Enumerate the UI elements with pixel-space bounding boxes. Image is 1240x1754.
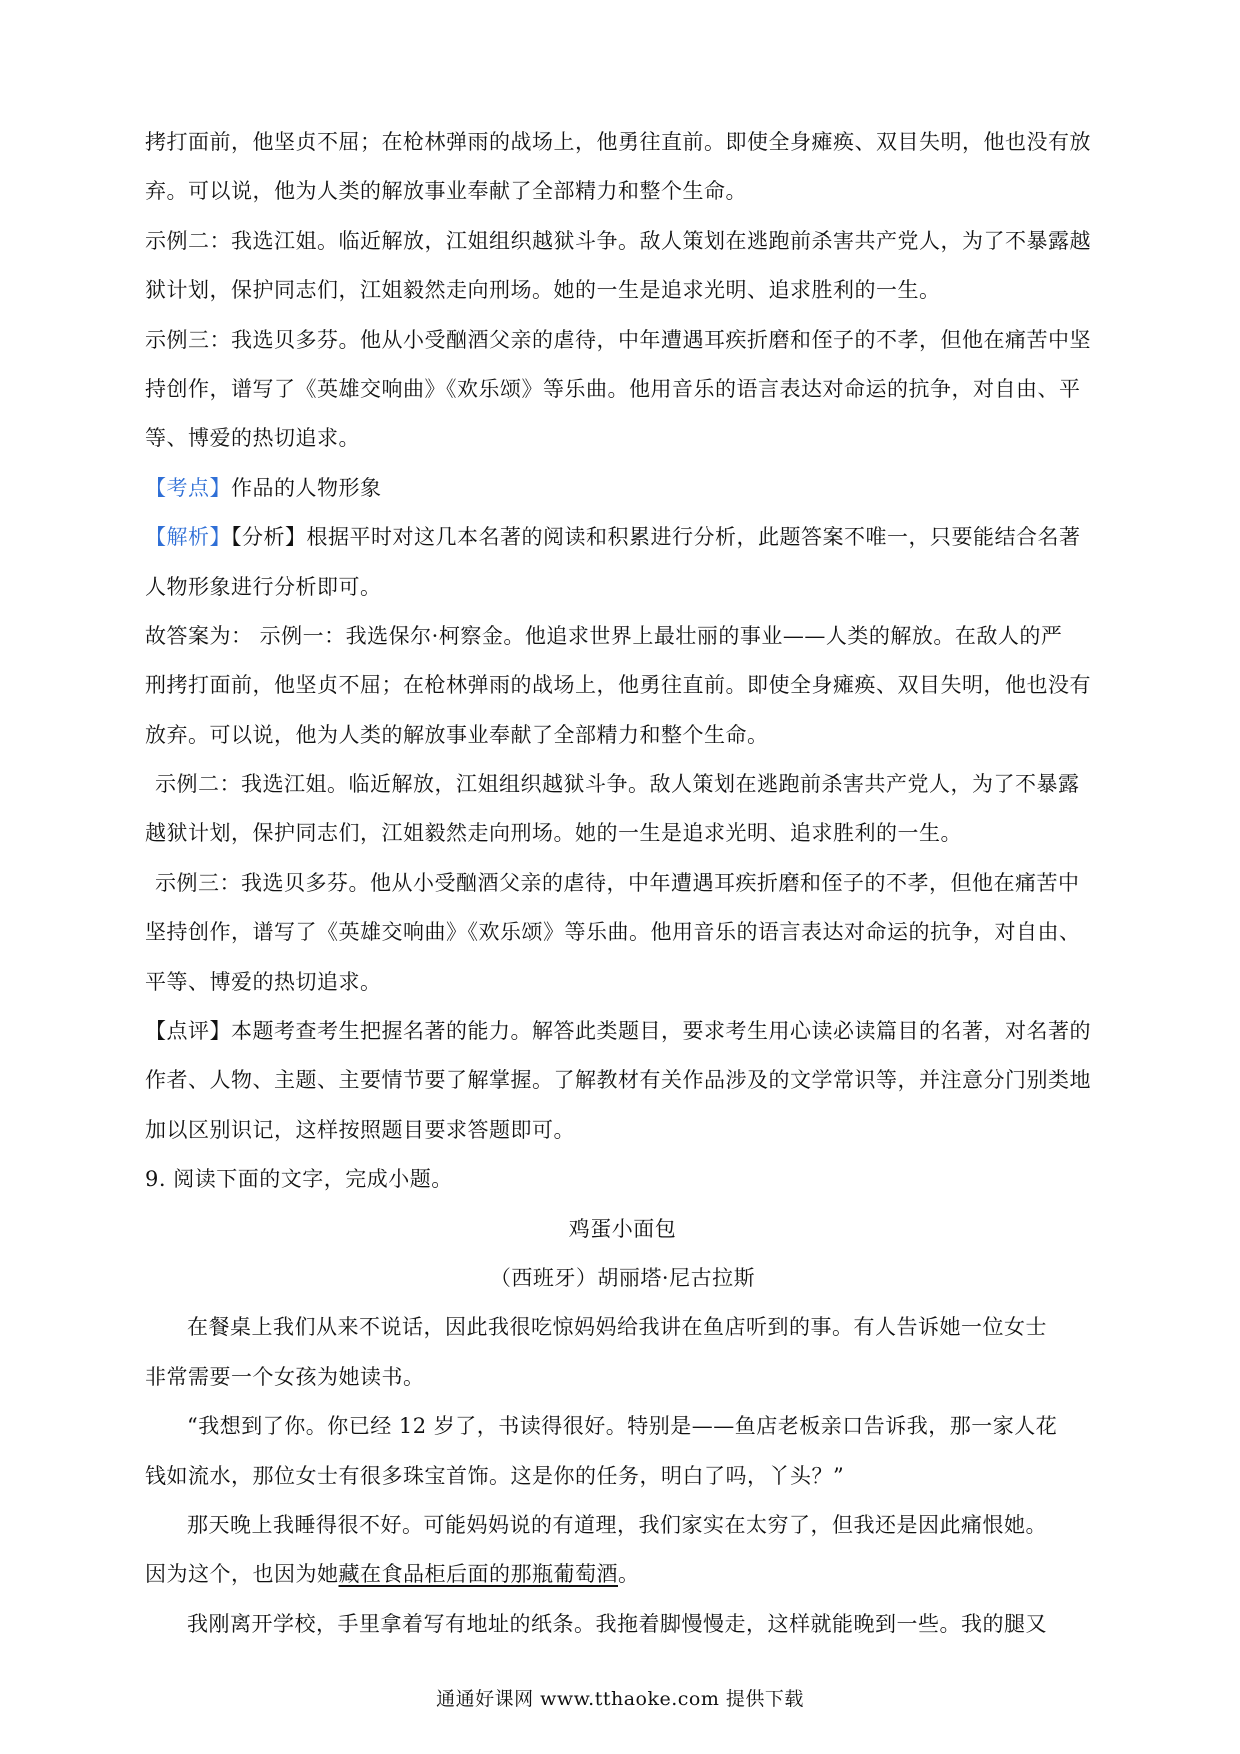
answer-line: 平等、博爱的热切追求。: [145, 969, 382, 994]
story-text: 。: [618, 1562, 640, 1587]
answer-line: 放弃。可以说，他为人类的解放事业奉献了全部精力和整个生命。: [145, 722, 769, 747]
jiexi-tag: 【解析】: [145, 525, 231, 550]
kaodian-line: [145, 464, 1100, 513]
jiexi-text: 【分析】根据平时对这几本名著的阅读和积累进行分析，此题答案不唯一，只要能结合名著: [231, 525, 1081, 550]
answer-line: 越狱计划，保护同志们，江姐毅然走向刑场。她的一生是追求光明、追求胜利的一生。: [145, 821, 962, 846]
answer-line: 刑拷打面前，他坚贞不屈；在枪林弹雨的战场上，他勇往直前。即使全身瘫痪、双目失明，他也没有: [145, 673, 1091, 698]
underlined-phrase: 藏在食品柜后面的那瓶葡萄酒: [338, 1562, 618, 1587]
jiexi-line-2: 人物形象进行分析即可。: [145, 574, 382, 599]
page-footer: 通通好课网 www.tthaoke.com 提供下载: [436, 1688, 804, 1710]
text-line: 示例三：我选贝多芬。他从小受酗酒父亲的虐待，中年遭遇耳疾折磨和侄子的不孝，但他在痛苦中坚: [145, 327, 1091, 352]
story-paragraph-line: “我想到了你。你已经 12 岁了，书读得很好。特别是——鱼店老板亲口告诉我，那一家人花: [187, 1414, 1058, 1439]
kaodian-text: 作品的人物形象: [231, 475, 382, 500]
dianping-line: 作者、人物、主题、主要情节要了解掌握。了解教材有关作品涉及的文学常识等，并注意分门别类地: [145, 1068, 1091, 1093]
story-paragraph-line: 钱如流水，那位女士有很多珠宝首饰。这是你的任务，明白了吗，丫头？”: [145, 1463, 845, 1488]
answer-line: 示例三：我选贝多芬。他从小受酗酒父亲的虐待，中年遭遇耳疾折磨和侄子的不孝，但他在痛苦中: [155, 870, 1080, 895]
jiexi-line: [145, 513, 1100, 562]
story-paragraph-line: [145, 1550, 1100, 1599]
dianping-line: 加以区别识记，这样按照题目要求答题即可。: [145, 1117, 575, 1142]
text-line: 弃。可以说，他为人类的解放事业奉献了全部精力和整个生命。: [145, 179, 747, 204]
answer-line: 坚持创作，谱写了《英雄交响曲》《欢乐颂》等乐曲。他用音乐的语言表达对命运的抗争，对自由、: [145, 920, 1081, 945]
text-line: 等、博爱的热切追求。: [145, 426, 360, 451]
dianping-line: 【点评】本题考查考生把握名著的能力。解答此类题目，要求考生用心读必读篇目的名著，对名著的: [145, 1019, 1091, 1044]
answer-line: 示例二：我选江姐。临近解放，江姐组织越狱斗争。敌人策划在逃跑前杀害共产党人，为了不暴露: [155, 772, 1080, 797]
story-title: 鸡蛋小面包: [568, 1216, 677, 1241]
text-line: 狱计划，保护同志们，江姐毅然走向刑场。她的一生是追求光明、追求胜利的一生。: [145, 278, 941, 303]
story-text: 因为这个，也因为她: [145, 1562, 339, 1587]
story-paragraph-line: 我刚离开学校，手里拿着写有地址的纸条。我拖着脚慢慢走，这样就能晚到一些。我的腿又: [187, 1611, 1047, 1636]
story-author: （西班牙）胡丽塔·尼古拉斯: [489, 1265, 756, 1290]
story-paragraph-line: 那天晚上我睡得很不好。可能妈妈说的有道理，我们家实在太穷了，但我还是因此痛恨她。: [187, 1512, 1047, 1537]
text-line: 拷打面前，他坚贞不屈；在枪林弹雨的战场上，他勇往直前。即使全身瘫痪、双目失明，他也没有放: [145, 130, 1091, 154]
text-line: 持创作，谱写了《英雄交响曲》《欢乐颂》等乐曲。他用音乐的语言表达对命运的抗争，对自由、平: [145, 376, 1081, 401]
document-page: [145, 118, 1100, 1649]
question-heading: 9. 阅读下面的文字，完成小题。: [145, 1167, 453, 1192]
story-paragraph-line: 在餐桌上我们从来不说话，因此我很吃惊妈妈给我讲在鱼店听到的事。有人告诉她一位女士: [187, 1315, 1047, 1340]
answer-line: 故答案为： 示例一：我选保尔·柯察金。他追求世界上最壮丽的事业——人类的解放。在敌人的严: [145, 623, 1063, 648]
text-line: 示例二：我选江姐。临近解放，江姐组织越狱斗争。敌人策划在逃跑前杀害共产党人，为了不暴露越: [145, 228, 1091, 253]
kaodian-tag: 【考点】: [145, 475, 231, 500]
story-paragraph-line: 非常需要一个女孩为她读书。: [145, 1364, 425, 1389]
